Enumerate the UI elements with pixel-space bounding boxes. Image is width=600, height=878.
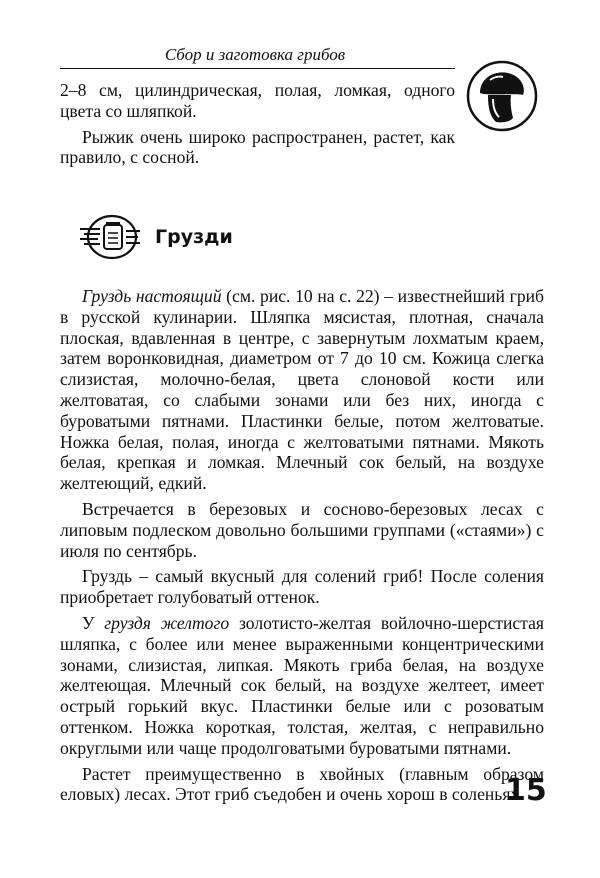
section-heading: Грузди bbox=[155, 226, 233, 248]
mushroom-icon bbox=[466, 60, 538, 132]
header-rule bbox=[60, 68, 455, 69]
running-header: Сбор и заготовка грибов bbox=[164, 45, 346, 64]
main-text bbox=[60, 286, 544, 805]
paragraph-1 bbox=[60, 286, 544, 494]
paragraph-4-text: золотисто-желтая войлочно-шерстистая шляпка, с более или менее выраженными концентрическими зонами, слизистая, липкая. Мякоть гриба белая, на воздухе желтеющая. Млечный сок белый, на воздухе желтеет, имеет острый горький вкус. Пластинки белые или с розоватым оттенком. Ножка короткая, толстая, желтая, с неправильно округлыми или чаще продолговатыми буроватыми пятнами. bbox=[60, 612, 544, 758]
intro-text bbox=[60, 80, 455, 168]
pickle-jar-icon bbox=[78, 213, 142, 261]
paragraph-4-prefix: У bbox=[82, 612, 105, 633]
page-number: 15 bbox=[505, 773, 547, 808]
intro-paragraph-2: Рыжик очень широко распространен, растет, как правило, с сосной. bbox=[60, 126, 455, 168]
paragraph-2: Встречается в березовых и сосново-березовых лесах с липовым подлеском довольно большими группами («стаями») с июля по сентябрь. bbox=[60, 498, 544, 561]
paragraph-3: Груздь – самый вкусный для солений гриб! После соления приобретает голубоватый оттенок. bbox=[60, 566, 544, 608]
species-name-1: Груздь настоящий bbox=[82, 286, 222, 306]
paragraph-1-text: (см. рис. 10 на с. 22) – известнейший гриб в русской кулинарии. Шляпка мясистая, плотная, сначала плоская, вдавленная в центре, с завернутым лохматым краем, затем воронковидная, диаметром от 7 до 10 см. Кожица слегка слизистая, молочно-белая, цвета слоновой кости или желтоватая, со слабыми зонами или без них, иногда с буроватыми пятнами. Пластинки белые, потом желтоватые. Ножка белая, полая, иногда с желтоватыми пятнами. Мякоть белая, крепкая и ломкая. Млечный сок белый, на воздухе желтеющий, едкий. bbox=[60, 286, 544, 494]
species-name-2: груздя желтого bbox=[104, 612, 230, 633]
intro-paragraph-1: 2–8 см, цилиндрическая, полая, ломкая, одного цвета со шляпкой. bbox=[60, 80, 455, 121]
paragraph-4 bbox=[60, 613, 544, 759]
paragraph-5: Растет преимущественно в хвойных (главным образом еловых) лесах. Этот гриб съедобен и очень хорош в соленьях. bbox=[60, 763, 544, 805]
